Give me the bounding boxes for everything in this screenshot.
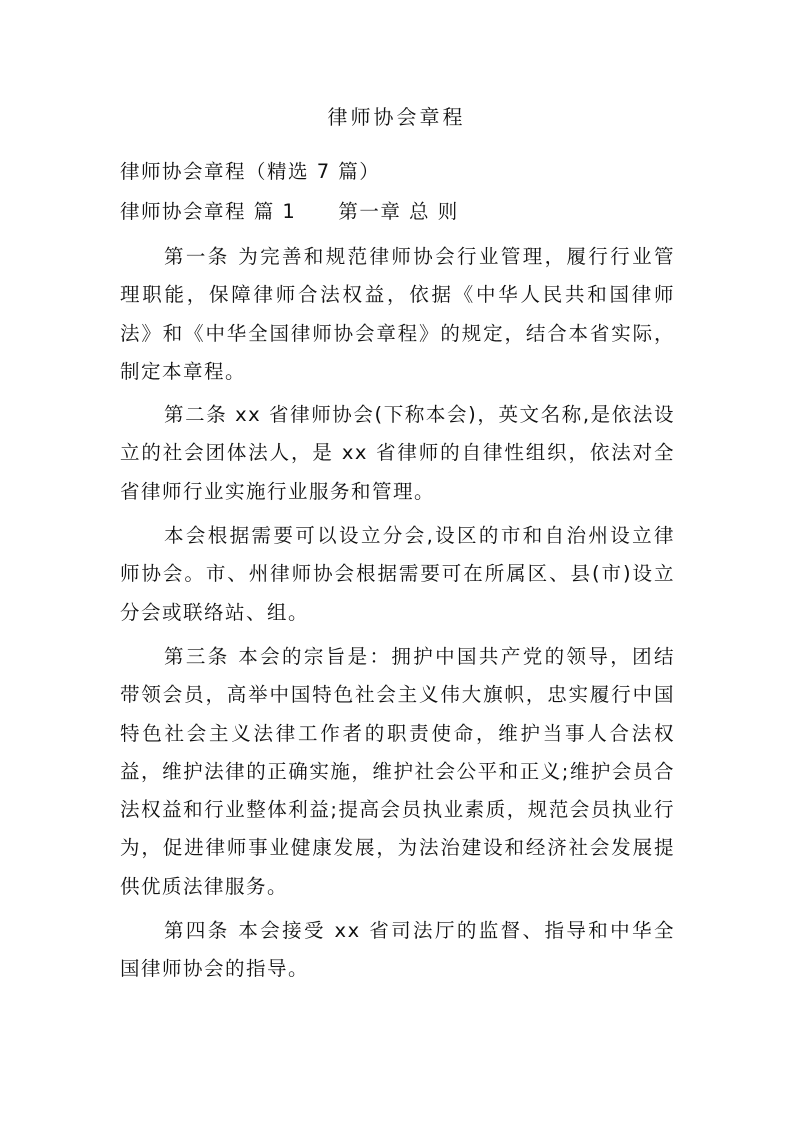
branch-paragraph: 本会根据需要可以设立分会,设区的市和自治州设立律师协会。市、州律师协会根据需要可在所属区、县(市)设立分会或联络站、组。 <box>120 524 675 624</box>
section-label: 律师协会章程 篇 1 <box>120 200 297 223</box>
section-header <box>120 192 675 232</box>
article-4-paragraph: 第四条 本会接受 xx 省司法厅的监督、指导和中华全国律师协会的指导。 <box>120 919 675 981</box>
document-subtitle: 律师协会章程（精选 7 篇） <box>120 160 381 183</box>
document-title: 律师协会章程 <box>327 105 466 129</box>
article-3-paragraph: 第三条 本会的宗旨是：拥护中国共产党的领导，团结带领会员，高举中国特色社会主义伟大旗帜，忠实履行中国特色社会主义法律工作者的职责使命，维护当事人合法权益，维护法律的正确实施，维护社会公平和正义;维护会员合法权益和行业整体利益;提高会员执业素质，规范会员执业行为，促进律师事业健康发展，为法治建设和经济社会发展提供优质法律服务。 <box>120 644 675 898</box>
article-2-paragraph: 第二条 xx 省律师协会(下称本会)，英文名称,是依法设立的社会团体法人，是 xx 省律师的自律性组织，依法对全省律师行业实施行业服务和管理。 <box>120 403 675 503</box>
document-body <box>120 152 675 989</box>
article-1-paragraph: 第一条 为完善和规范律师协会行业管理，履行行业管理职能，保障律师合法权益，依据《中华人民共和国律师法》和《中华全国律师协会章程》的规定，结合本省实际，制定本章程。 <box>120 245 675 383</box>
chapter-heading: 第一章 总 则 <box>338 200 459 223</box>
